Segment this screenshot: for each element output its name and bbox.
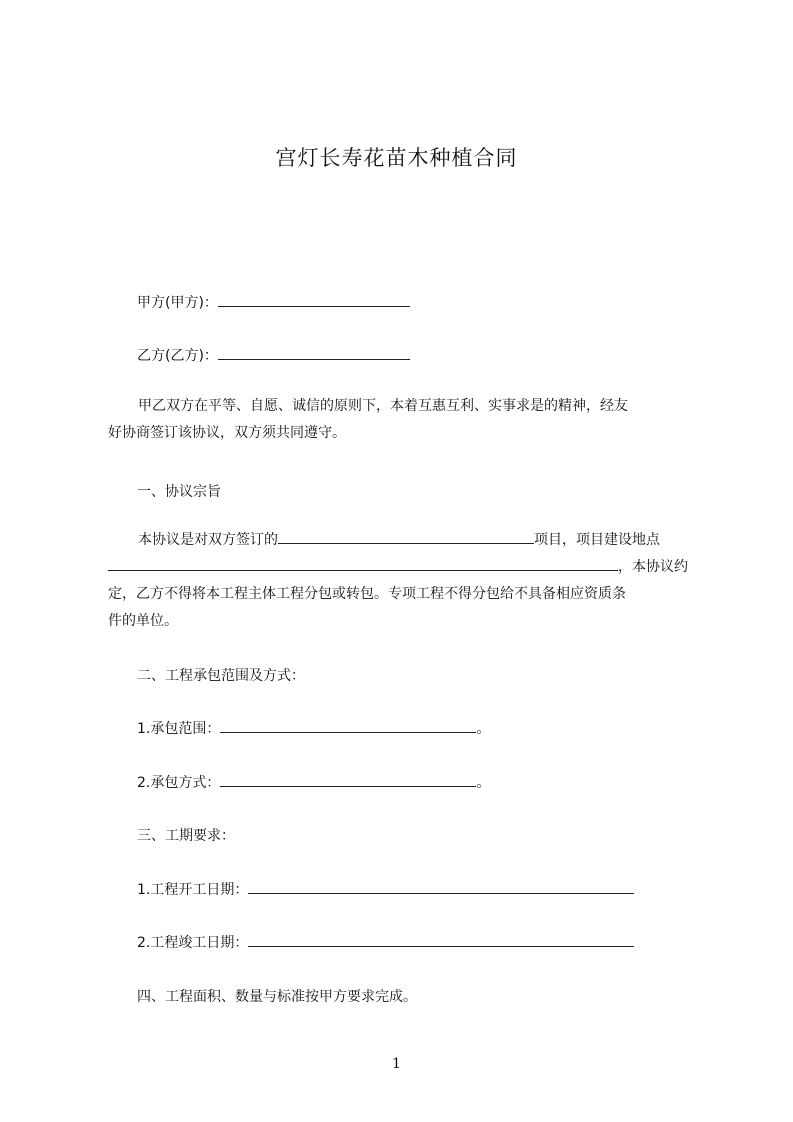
start-date-blank (248, 879, 634, 894)
party-b-blank (218, 345, 410, 360)
intro-line-1: 甲乙双方在平等、自愿、诚信的原则下，本着互惠互利、实事求是的精神，经友 (138, 398, 628, 414)
intro-line-2: 好协商签订该协议，双方须共同遵守。 (108, 425, 346, 441)
start-date-line (137, 879, 634, 899)
page-number: 1 (392, 1056, 401, 1072)
document-title: 宫灯长寿花苗木种植合同 (275, 146, 518, 170)
mode-line: 2.承包方式： 。 (137, 772, 490, 792)
mode-blank (220, 772, 476, 787)
section1-heading: 一、协议宗旨 (137, 484, 221, 500)
party-a-label: 甲方(甲方)： (137, 295, 218, 311)
section1-paragraph (108, 527, 700, 635)
section2-heading: 二、工程承包范围及方式： (137, 668, 305, 684)
end-date-line (137, 932, 634, 952)
intro-paragraph (108, 393, 700, 447)
start-date-label: 1.工程开工日期： (137, 882, 249, 898)
section1-line-1: 本协议是对双方签订的 项目，项目建设地点 (108, 527, 700, 554)
party-b-label: 乙方(乙方)： (137, 348, 218, 364)
end-date-blank (248, 932, 634, 947)
project-location-blank (108, 556, 618, 571)
project-name-blank (278, 529, 534, 544)
section1-line-2: ，本协议约 (108, 554, 700, 581)
party-a-blank (218, 292, 410, 307)
section1-line-3: 定，乙方不得将本工程主体工程分包或转包。专项工程不得分包给不具备相应资质条 (108, 586, 626, 602)
scope-blank (220, 718, 476, 733)
mode-label: 2.承包方式： (137, 775, 221, 791)
party-b-line (137, 345, 410, 365)
party-a-line (137, 292, 410, 312)
section1-line-4: 件的单位。 (108, 613, 178, 629)
end-date-label: 2.工程竣工日期： (137, 935, 249, 951)
scope-line: 1.承包范围： 。 (137, 718, 490, 738)
section3-heading: 三、工期要求： (137, 828, 235, 844)
scope-label: 1.承包范围： (137, 721, 221, 737)
section4-heading: 四、工程面积、数量与标准按甲方要求完成。 (137, 989, 417, 1005)
